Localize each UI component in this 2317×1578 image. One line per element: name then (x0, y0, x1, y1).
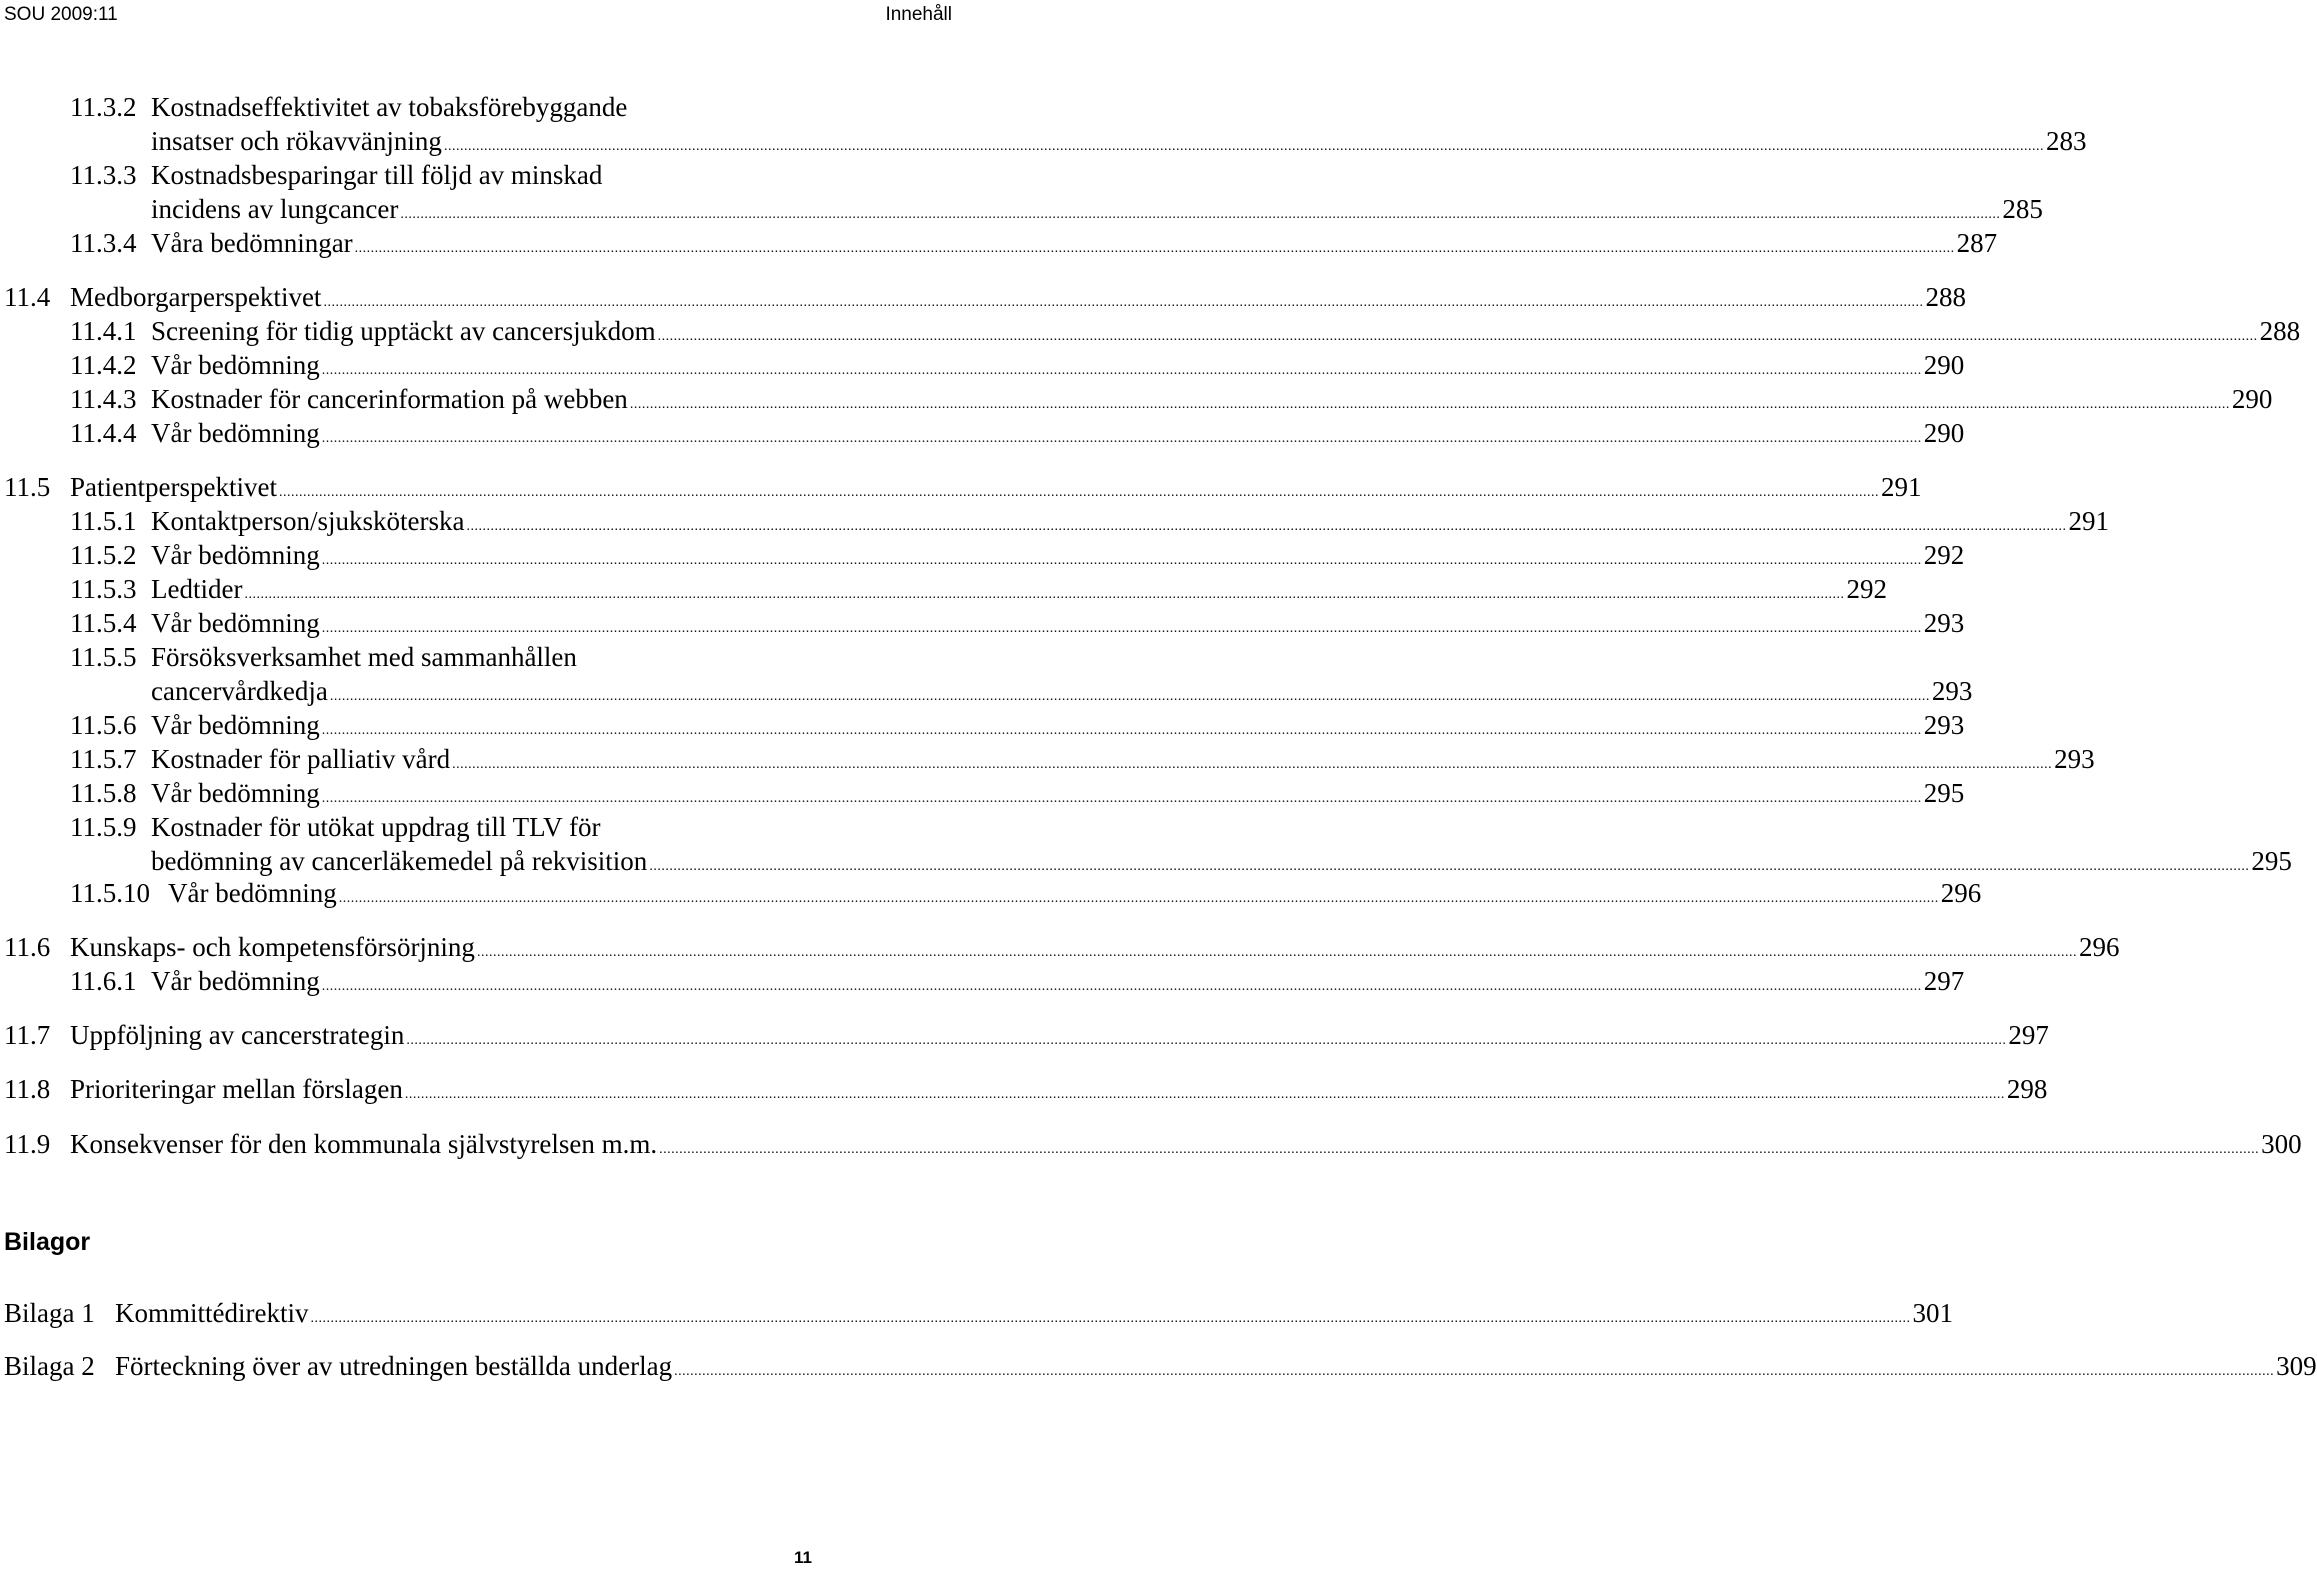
entry-title: Medborgarperspektivet (70, 282, 322, 312)
entry-page-number: 295 (1923, 778, 1965, 808)
toc-entry (0, 930, 2120, 964)
toc-entry (0, 504, 2109, 538)
entry-title: Kostnadsbesparingar till följd av minskad (151, 160, 603, 190)
entry-title: incidens av lungcancer (151, 194, 399, 224)
entry-page-number: 297 (1923, 966, 1965, 996)
section-name: Innehåll (885, 4, 952, 25)
entry-title: Kontaktperson/sjuksköterska (151, 506, 465, 536)
appendix-entry (0, 1349, 2317, 1383)
entry-title: Screening för tidig upptäckt av cancersjukdom (151, 316, 656, 346)
dot-leader: ................................................................................................................................................................................................................................................................................................................................................................................................................ (476, 945, 2077, 960)
entry-page-number: 287 (1956, 228, 1998, 258)
entry-number: 11.3.4 (70, 228, 137, 258)
toc-entry (0, 382, 2273, 416)
dot-leader: ................................................................................................................................................................................................................................................................................................................................................................................................................ (452, 757, 2053, 772)
entry-title: Kostnader för cancerinformation på webben (151, 384, 628, 414)
entry-title: Patientperspektivet (70, 472, 277, 502)
entry-page-number: 283 (2045, 126, 2087, 156)
toc-entry (0, 1127, 2302, 1161)
dot-leader: ................................................................................................................................................................................................................................................................................................................................................................................................................ (321, 553, 1922, 568)
dot-leader: ................................................................................................................................................................................................................................................................................................................................................................................................................ (321, 363, 1922, 378)
dot-leader: ................................................................................................................................................................................................................................................................................................................................................................................................................ (329, 689, 1930, 704)
entry-title: Vår bedömning (151, 418, 320, 448)
entry-title: Vår bedömning (151, 608, 320, 638)
toc-entry (0, 280, 1966, 314)
entry-page-number: 288 (2259, 316, 2301, 346)
entry-title: Vår bedömning (168, 878, 337, 908)
entry-page-number: 296 (1940, 878, 1982, 908)
entry-title: Kostnader för utökat uppdrag till TLV för (151, 812, 601, 842)
toc-entry (0, 640, 1973, 708)
entry-number: 11.5.2 (70, 540, 137, 570)
toc-entry (0, 158, 2043, 226)
entry-title: Vår bedömning (151, 350, 320, 380)
dot-leader: ................................................................................................................................................................................................................................................................................................................................................................................................................ (404, 1087, 2005, 1102)
entry-title: Kommittédirektiv (115, 1298, 309, 1328)
entry-number: 11.5.7 (70, 744, 137, 774)
toc-entry (0, 348, 1965, 382)
dot-leader: ................................................................................................................................................................................................................................................................................................................................................................................................................ (321, 791, 1922, 806)
entry-page-number: 295 (2251, 846, 2292, 876)
entry-number: 11.4 (4, 282, 51, 312)
entry-page-number: 298 (2006, 1074, 2048, 1104)
toc-entry (0, 470, 1922, 504)
entry-number: 11.5.10 (70, 878, 150, 908)
entry-title: Prioriteringar mellan förslagen (70, 1074, 403, 1104)
page-number: 11 (794, 1548, 812, 1567)
entry-page-number: 292 (1846, 574, 1887, 604)
entry-title: Uppföljning av cancerstrategin (70, 1020, 405, 1050)
entry-number: 11.5.5 (70, 642, 137, 672)
entry-page-number: 288 (1925, 282, 1966, 312)
entry-title: Konsekvenser för den kommunala självstyrelsen m.m. (70, 1129, 658, 1159)
entry-page-number: 285 (2002, 194, 2043, 224)
dot-leader: ................................................................................................................................................................................................................................................................................................................................................................................................................ (321, 621, 1922, 636)
dot-leader: ................................................................................................................................................................................................................................................................................................................................................................................................................ (406, 1033, 2007, 1048)
dot-leader: ................................................................................................................................................................................................................................................................................................................................................................................................................ (323, 295, 1924, 310)
entry-title: cancervårdkedja (151, 676, 328, 706)
entry-title: Försöksverksamhet med sammanhållen (151, 642, 577, 672)
entry-number: 11.3.2 (70, 92, 137, 122)
dot-leader: ................................................................................................................................................................................................................................................................................................................................................................................................................ (244, 587, 1845, 602)
entry-page-number: 293 (1923, 608, 1965, 638)
entry-title: Vår bedömning (151, 966, 320, 996)
dot-leader: ................................................................................................................................................................................................................................................................................................................................................................................................................ (354, 241, 1955, 256)
toc-entry (0, 776, 1965, 810)
entry-number: 11.5.8 (70, 778, 137, 808)
entry-number: 11.4.2 (70, 350, 137, 380)
entry-number: Bilaga 2 (4, 1351, 95, 1381)
dot-leader: ................................................................................................................................................................................................................................................................................................................................................................................................................ (443, 139, 2044, 154)
entry-page-number: 300 (2261, 1129, 2302, 1159)
dot-leader: ................................................................................................................................................................................................................................................................................................................................................................................................................ (400, 207, 2001, 222)
entry-number: Bilaga 1 (4, 1298, 95, 1328)
appendix-heading: Bilagor (4, 1228, 91, 1256)
entry-number: 11.7 (4, 1020, 51, 1050)
document-reference: SOU 2009:11 (4, 4, 118, 25)
entry-page-number: 291 (1880, 472, 1922, 502)
entry-number: 11.5.3 (70, 574, 137, 604)
toc-entry (0, 226, 1998, 260)
entry-page-number: 292 (1923, 540, 1965, 570)
dot-leader: ................................................................................................................................................................................................................................................................................................................................................................................................................ (649, 859, 2250, 874)
entry-number: 11.4.1 (70, 316, 137, 346)
entry-page-number: 290 (1923, 350, 1965, 380)
entry-title: bedömning av cancerläkemedel på rekvisition (151, 846, 648, 876)
entry-page-number: 290 (1923, 418, 1965, 448)
toc-entry (0, 1072, 2048, 1106)
toc-entry (0, 708, 1965, 742)
toc-entry (0, 1018, 2049, 1052)
dot-leader: ................................................................................................................................................................................................................................................................................................................................................................................................................ (674, 1364, 2275, 1379)
entry-title: Vår bedömning (151, 540, 320, 570)
appendix-entry (0, 1296, 1953, 1330)
entry-title: insatser och rökavvänjning (151, 126, 442, 156)
dot-leader: ................................................................................................................................................................................................................................................................................................................................................................................................................ (657, 329, 2258, 344)
dot-leader: ................................................................................................................................................................................................................................................................................................................................................................................................................ (321, 723, 1922, 738)
dot-leader: ................................................................................................................................................................................................................................................................................................................................................................................................................ (629, 397, 2230, 412)
dot-leader: ................................................................................................................................................................................................................................................................................................................................................................................................................ (310, 1311, 1911, 1326)
entry-title: Vår bedömning (151, 710, 320, 740)
toc-entry (0, 876, 1982, 910)
toc-entry (0, 964, 1965, 998)
dot-leader: ................................................................................................................................................................................................................................................................................................................................................................................................................ (321, 431, 1922, 446)
entry-title: Kunskaps- och kompetensförsörjning (70, 932, 475, 962)
entry-page-number: 309 (2276, 1351, 2317, 1381)
entry-page-number: 301 (1912, 1298, 1953, 1328)
entry-page-number: 297 (2008, 1020, 2049, 1050)
entry-number: 11.9 (4, 1129, 51, 1159)
entry-page-number: 293 (2054, 744, 2095, 774)
entry-number: 11.3.3 (70, 160, 137, 190)
entry-number: 11.4.3 (70, 384, 137, 414)
toc-entry (0, 314, 2301, 348)
toc-entry (0, 538, 1965, 572)
dot-leader: ................................................................................................................................................................................................................................................................................................................................................................................................................ (659, 1142, 2260, 1157)
entry-number: 11.5.4 (70, 608, 137, 638)
entry-title: Förteckning över av utredningen beställda underlag (115, 1351, 673, 1381)
entry-number: 11.5.1 (70, 506, 137, 536)
entry-number: 11.4.4 (70, 418, 137, 448)
entry-number: 11.8 (4, 1074, 51, 1104)
dot-leader: ................................................................................................................................................................................................................................................................................................................................................................................................................ (338, 891, 1939, 906)
entry-page-number: 293 (1923, 710, 1965, 740)
entry-number: 11.6.1 (70, 966, 137, 996)
entry-number: 11.6 (4, 932, 51, 962)
toc-entry (0, 742, 2095, 776)
entry-page-number: 290 (2231, 384, 2273, 414)
entry-page-number: 291 (2068, 506, 2109, 536)
entry-page-number: 296 (2078, 932, 2120, 962)
entry-number: 11.5.6 (70, 710, 137, 740)
toc-entry (0, 810, 2292, 878)
entry-title: Våra bedömningar (151, 228, 353, 258)
toc-entry (0, 572, 1887, 606)
toc-entry (0, 606, 1965, 640)
page-header (0, 4, 960, 30)
entry-title: Ledtider (151, 574, 243, 604)
toc-entry (0, 90, 2087, 158)
entry-title: Kostnadseffektivitet av tobaksförebyggande (151, 92, 628, 122)
entry-title: Kostnader för palliativ vård (151, 744, 451, 774)
entry-title: Vår bedömning (151, 778, 320, 808)
dot-leader: ................................................................................................................................................................................................................................................................................................................................................................................................................ (321, 979, 1922, 994)
entry-page-number: 293 (1931, 676, 1973, 706)
entry-number: 11.5 (4, 472, 51, 502)
dot-leader: ................................................................................................................................................................................................................................................................................................................................................................................................................ (278, 485, 1879, 500)
toc-entry (0, 416, 1965, 450)
entry-number: 11.5.9 (70, 812, 137, 842)
dot-leader: ................................................................................................................................................................................................................................................................................................................................................................................................................ (466, 519, 2067, 534)
